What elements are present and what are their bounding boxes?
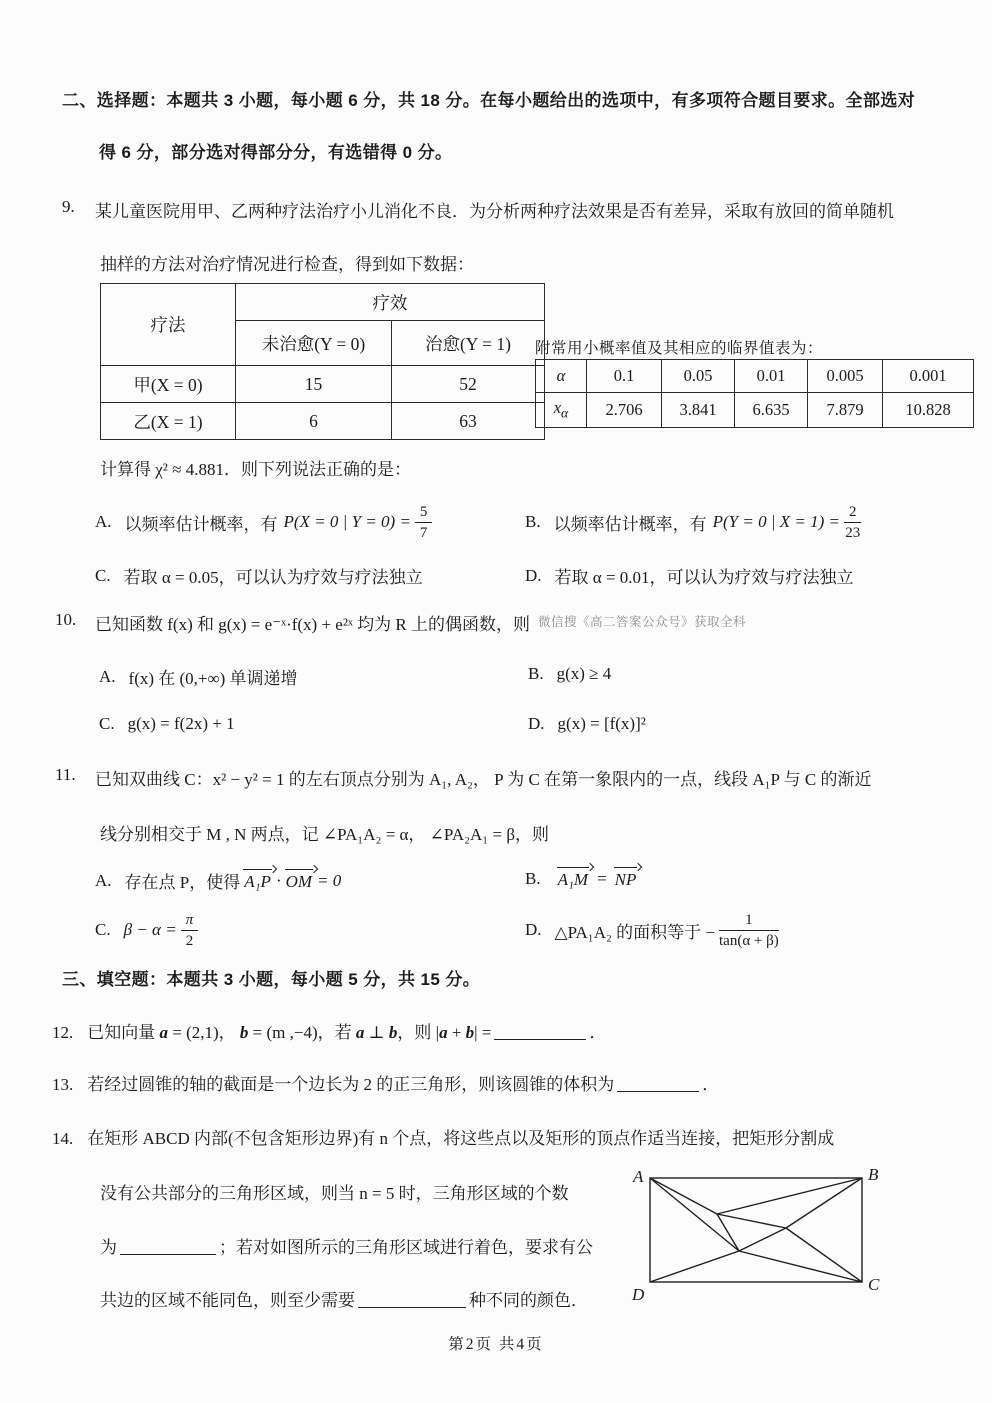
fraction-numerator: 1 <box>719 911 779 931</box>
q9-number: 9. <box>62 197 75 216</box>
q12-answer-blank <box>494 1025 586 1040</box>
alpha-label-cell: α <box>536 360 587 393</box>
q14-answer-blank-1 <box>120 1240 216 1255</box>
q10-option-a-text: f(x) 在 (0,+∞) 单调递增 <box>128 669 298 688</box>
fraction-numerator: 5 <box>415 503 433 523</box>
rectangle-abcd <box>650 1178 862 1282</box>
vector-a1m: A₁M <box>556 868 591 890</box>
q9-option-b-fraction <box>844 503 862 542</box>
q11-option-a-dot: · <box>275 870 282 890</box>
vector-om: OM <box>284 870 315 892</box>
vector-a1p: A₁P <box>242 870 274 892</box>
q14-line3-post: ；若对如图所示的三角形区域进行着色，要求有公 <box>219 1238 593 1257</box>
x-value-cell: 3.841 <box>662 393 735 428</box>
triangulated-rectangle-figure <box>628 1160 888 1306</box>
q11-option-a-label: A. <box>95 870 112 890</box>
vector-b: b <box>465 1023 475 1042</box>
q10-option-c <box>99 714 235 734</box>
page-footer: 第2页 共4页 <box>448 1336 544 1353</box>
q14-line4 <box>100 1286 588 1311</box>
q11-option-d-pre: △PA₁A₂ 的面积等于 − <box>554 922 715 942</box>
section2-heading-line1: 二、选择题：本题共 3 小题，每小题 6 分，共 18 分。在每小题给出的选项中，有多项符合题目要求。全部选对 <box>62 91 916 110</box>
q12-number: 12. <box>52 1023 74 1042</box>
q11-option-d <box>525 900 783 960</box>
q9-option-b-label: B. <box>525 512 541 531</box>
vector-b: b <box>388 1023 398 1042</box>
q10-stem-text: 已知函数 f(x) 和 g(x) = e⁻ˣ·f(x) + e²ˣ 均为 R 上的偶函数，则 <box>95 615 530 634</box>
row-jia-uncured: 15 <box>236 366 392 403</box>
q12-text: + <box>447 1023 466 1042</box>
critical-values-note: 附常用小概率值及其相应的临界值表为： <box>535 340 824 357</box>
figure-label-d: D <box>632 1285 645 1304</box>
q9-option-a-label: A. <box>95 512 112 531</box>
q11-stem-line2: 线分别相交于 M , N 两点，记 ∠PA₁A₂ = α， ∠PA₂A₁ = β，则 <box>100 825 549 844</box>
row-yi-cured: 63 <box>392 403 545 440</box>
therapy-table-row-jia <box>101 366 545 403</box>
q9-option-a-text: 以频率估计概率，有 <box>124 514 278 534</box>
q14-line2: 没有公共部分的三角形区域，则当 n = 5 时，三角形区域的个数 <box>100 1184 569 1203</box>
q10-number: 10. <box>55 610 77 629</box>
q11-option-d-fraction <box>719 911 779 950</box>
q11-option-b <box>525 868 641 890</box>
therapy-table-header-row1 <box>101 284 545 321</box>
q12-line <box>52 1018 606 1043</box>
row-yi-uncured: 6 <box>236 403 392 440</box>
q9-option-b-math: P(Y = 0 | X = 1) = <box>712 512 840 531</box>
fraction-denominator: 23 <box>845 524 861 541</box>
fraction-numerator: 2 <box>844 503 862 523</box>
q12-period: ． <box>589 1023 607 1042</box>
q13-number: 13. <box>52 1075 74 1094</box>
fraction-denominator: 7 <box>419 524 428 541</box>
q14-answer-blank-2 <box>358 1293 466 1308</box>
q9-chi-line: 计算得 χ² ≈ 4.881．则下列说法正确的是： <box>100 460 411 479</box>
critical-values-alpha-row <box>536 360 974 393</box>
therapy-table <box>100 283 545 440</box>
q9-option-d-label: D. <box>525 565 542 585</box>
x-alpha-label-cell <box>536 393 587 428</box>
q14-line3 <box>100 1233 593 1258</box>
figure-label-b: B <box>868 1165 879 1184</box>
x-value-cell: 2.706 <box>587 393 662 428</box>
fraction-denominator: tan(α + β) <box>719 932 779 949</box>
q9-option-d-text: 若取 α = 0.01，可以认为疗效与疗法独立 <box>554 568 854 587</box>
q10-option-b-text: g(x) ≥ 4 <box>556 664 612 683</box>
q12-text: = (m ,−4)，若 <box>248 1023 356 1042</box>
vector-a: a <box>159 1023 168 1042</box>
fraction-numerator: π <box>181 911 199 931</box>
alpha-value-cell: 0.001 <box>883 360 974 393</box>
therapy-table-row-yi <box>101 403 545 440</box>
q14-line3-pre: 为 <box>100 1238 117 1257</box>
therapy-table-col-cured: 治愈(Y = 1) <box>392 321 545 366</box>
alpha-value-cell: 0.005 <box>808 360 883 393</box>
x-value-cell: 6.635 <box>735 393 808 428</box>
row-jia-label: 甲(X = 0) <box>101 366 236 403</box>
q11-option-c-fraction <box>181 911 199 950</box>
therapy-table-effect-header: 疗效 <box>236 284 545 321</box>
alpha-value-cell: 0.01 <box>735 360 808 393</box>
vector-b: b <box>239 1023 249 1042</box>
watermark-text: 微信搜《高二答案公众号》获取全科 <box>537 615 746 629</box>
q11-option-d-label: D. <box>525 920 542 939</box>
q11-stem-line1: 已知双曲线 C：x² − y² = 1 的左右顶点分别为 A₁, A₂， P 为 C 在第一象限内的一点，线段 A₁P 与 C 的渐近 <box>95 770 872 789</box>
therapy-table-corner-cell: 疗法 <box>101 284 236 366</box>
q9-stem-line1: 某儿童医院用甲、乙两种疗法治疗小儿消化不良．为分析两种疗法效果是否有差异，采取有放回的简单随机 <box>95 202 894 221</box>
q11-option-c-label: C. <box>95 920 111 939</box>
q13-period: ． <box>702 1075 720 1094</box>
q9-option-c <box>95 563 423 588</box>
therapy-table-col-uncured: 未治愈(Y = 0) <box>236 321 392 366</box>
q14-line4-pre: 共边的区域不能同色，则至少需要 <box>100 1291 355 1310</box>
q11-option-c-math: β − α = <box>123 920 177 939</box>
q12-text: ⊥ <box>364 1023 389 1042</box>
q13-line <box>52 1070 719 1095</box>
q11-option-a-post: = 0 <box>317 870 342 890</box>
q9-option-b-text: 以频率估计概率，有 <box>553 514 707 534</box>
fraction-denominator: 2 <box>185 932 194 949</box>
q9-stem-line2: 抽样的方法对治疗情况进行检查，得到如下数据： <box>100 255 474 274</box>
q9-option-c-label: C. <box>95 565 111 585</box>
section2-heading-line2: 得 6 分，部分选对得部分分，有选错得 0 分。 <box>99 143 453 162</box>
q10-option-c-label: C. <box>99 714 115 733</box>
q10-option-a <box>99 664 298 689</box>
q10-option-d <box>528 714 646 734</box>
q10-option-b <box>528 664 611 684</box>
q10-option-d-text: g(x) = [f(x)]² <box>557 714 646 733</box>
vector-a: a <box>355 1023 365 1042</box>
x-value-cell: 10.828 <box>883 393 974 428</box>
q11-option-a-pre: 存在点 P，使得 <box>124 873 241 892</box>
q11-option-a <box>95 868 341 893</box>
row-jia-cured: 52 <box>392 366 545 403</box>
q10-option-b-label: B. <box>528 664 544 683</box>
q13-text: 若经过圆锥的轴的截面是一个边长为 2 的正三角形，则该圆锥的体积为 <box>87 1075 615 1094</box>
q13-answer-blank <box>617 1077 699 1092</box>
q9-option-a <box>95 490 436 554</box>
vector-a: a <box>439 1023 448 1042</box>
q11-option-b-label: B. <box>525 869 541 888</box>
q9-option-a-fraction <box>415 503 433 542</box>
x-alpha-main: x <box>553 398 562 418</box>
q9-option-c-text: 若取 α = 0.05，可以认为疗效与疗法独立 <box>123 568 423 587</box>
row-yi-label: 乙(X = 1) <box>101 403 236 440</box>
q10-option-c-text: g(x) = f(2x) + 1 <box>127 714 235 733</box>
critical-values-table <box>535 359 974 428</box>
q11-number: 11. <box>55 765 76 784</box>
x-alpha-sub: α <box>561 405 569 421</box>
q12-text: 已知向量 <box>87 1023 160 1042</box>
q10-option-a-label: A. <box>99 666 116 686</box>
alpha-value-cell: 0.05 <box>662 360 735 393</box>
x-value-cell: 7.879 <box>808 393 883 428</box>
vector-np: NP <box>613 868 640 890</box>
q12-text: ，则 | <box>397 1023 440 1042</box>
q9-option-d <box>525 563 854 588</box>
q11-option-b-eq: = <box>597 869 607 888</box>
q14-line4-post: 种不同的颜色． <box>469 1291 588 1310</box>
q9-option-b <box>525 490 865 554</box>
q14-figure <box>628 1160 888 1311</box>
critical-values-x-row <box>536 393 974 428</box>
q14-line1: 在矩形 ABCD 内部(不包含矩形边界)有 n 个点，将这些点以及矩形的顶点作适当连接，把矩形分割成 <box>87 1129 835 1148</box>
figure-label-c: C <box>868 1275 880 1294</box>
section3-heading: 三、填空题：本题共 3 小题，每小题 5 分，共 15 分。 <box>62 970 481 989</box>
alpha-value-cell: 0.1 <box>587 360 662 393</box>
q14-line1-wrap <box>52 1124 834 1149</box>
q12-text: = (2,1)， <box>168 1023 240 1042</box>
q10-option-d-label: D. <box>528 714 545 733</box>
q12-text: | = <box>474 1023 492 1042</box>
q14-number: 14. <box>52 1129 74 1148</box>
figure-label-a: A <box>633 1167 644 1186</box>
q9-option-a-math: P(X = 0 | Y = 0) = <box>283 512 411 531</box>
q10-stem <box>95 610 746 635</box>
q11-option-c <box>95 900 202 960</box>
